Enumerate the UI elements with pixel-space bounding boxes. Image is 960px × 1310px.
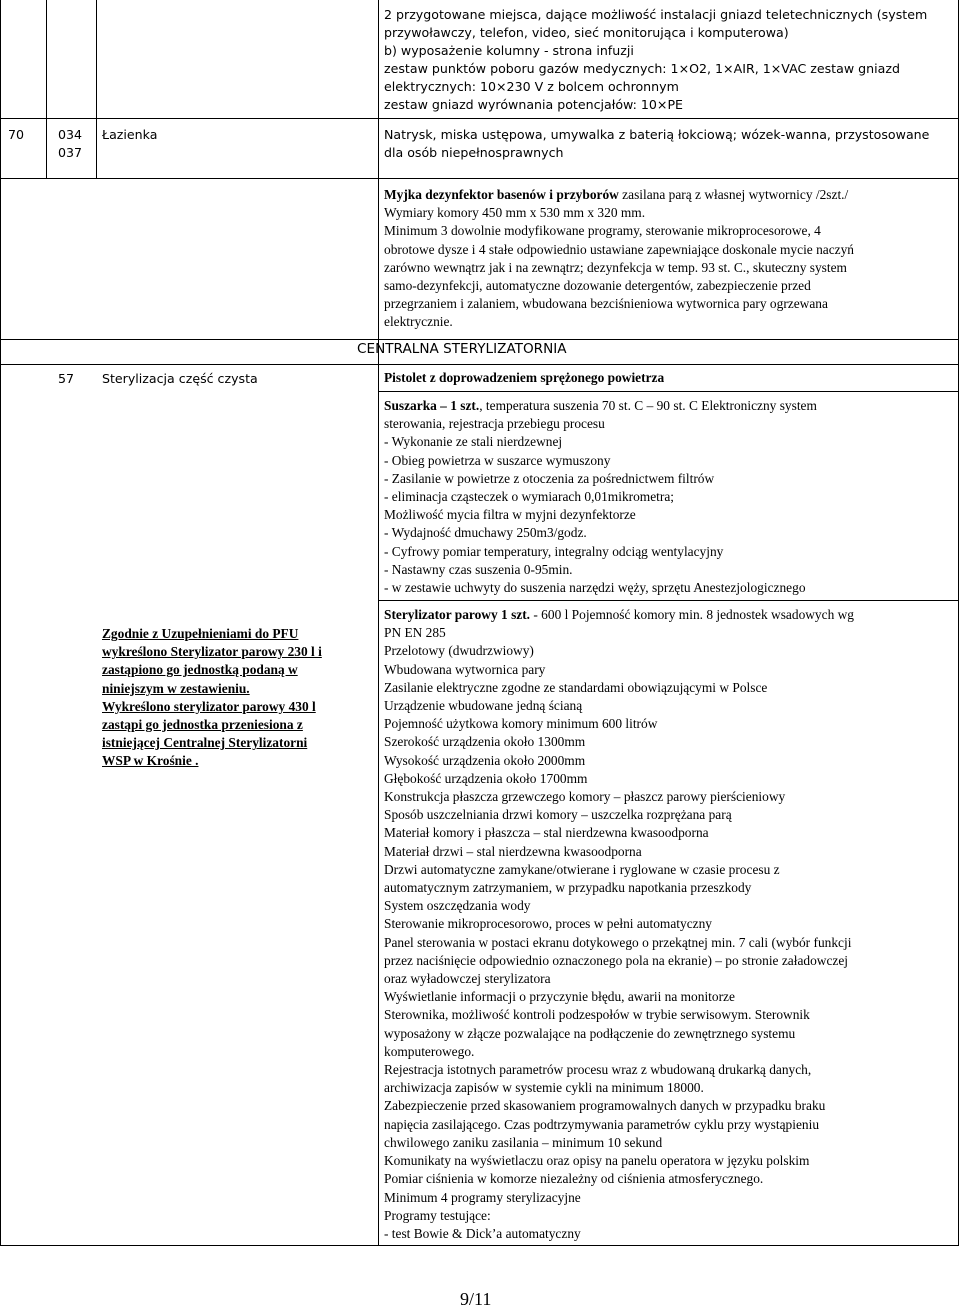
text-line: Rejestracja istotnych parametrów procesu wraz z wbudowaną drukarką danych, <box>384 1062 812 1078</box>
text-line: automatycznym zatrzymaniem, w przypadku napotkania przeszkody <box>384 880 752 896</box>
table-border-bottom <box>0 1245 959 1246</box>
text-line: Głębokość urządzenia około 1700mm <box>384 770 588 786</box>
text-line: Programy testujące: <box>384 1207 491 1223</box>
text-line: b) wyposażenie kolumny - strona infuzji <box>384 42 634 58</box>
text-line: komputerowego. <box>384 1043 475 1059</box>
room-name: Sterylizacja część czysta <box>102 371 258 386</box>
note-line: Wykreślono sterylizator parowy 430 l <box>102 698 316 714</box>
note-line: WSP w Krośnie . <box>102 753 199 769</box>
text-line: zestaw gniazd wyrównania potencjałów: 10×PE <box>384 96 684 112</box>
column-equipment-text <box>384 6 927 113</box>
equipment-spec: , temperatura suszenia 70 st. C – 90 st. C Elektroniczny system <box>479 398 817 413</box>
text-line: Drzwi automatyczne zamykane/otwierane i ryglowane w czasie procesu z <box>384 861 780 877</box>
text-line: 2 przygotowane miejsca, dające możliwość instalacji gniazd teletechnicznych (system <box>384 7 928 22</box>
text-line: Sterownika, możliwość kontroli podzespołów w trybie serwisowym. Sterownik <box>384 1007 810 1023</box>
text-line: archiwizacja zapisów w systemie cykli na minimum 18000. <box>384 1080 704 1096</box>
equipment-title-line <box>384 397 817 415</box>
table-border-left <box>0 0 1 1246</box>
text-line: dla osób niepełnosprawnych <box>384 144 564 160</box>
text-line: Zasilanie elektryczne zgodne ze standardami obowiązującymi w Polsce <box>384 679 768 695</box>
text-line: wyposażony w złącze pozwalające na podłączenie do zewnętrznego systemu <box>384 1025 796 1041</box>
text-line: przegrzaniem i zalaniem, wbudowana bezciśnieniowa wytwornica pary ogrzewana <box>384 296 828 312</box>
equipment-name: Myjka dezynfektor basenów i przyborów <box>384 187 619 202</box>
section-title: CENTRALNA STERYLIZATORNIA <box>357 341 567 357</box>
equipment-name: Sterylizator parowy 1 szt. <box>384 607 531 622</box>
table-col-divider-3 <box>378 0 379 1246</box>
text-line: Przelotowy (dwudrzwiowy) <box>384 643 534 659</box>
equipment-title-line <box>384 606 854 624</box>
table-row-divider-3 <box>0 339 959 340</box>
text-line: Wysokość urządzenia około 2000mm <box>384 752 586 768</box>
room-code: 037 <box>58 145 83 160</box>
text-line: - w zestawie uchwyty do suszenia narzędzi węży, sprzętu Anestezjologicznego <box>384 580 806 596</box>
text-line: Wyświetlanie informacji o przyczynie błędu, awarii na monitorze <box>384 989 735 1005</box>
equipment-title-line <box>384 186 854 204</box>
text-line: Szerokość urządzenia około 1300mm <box>384 734 586 750</box>
text-line: Zabezpieczenie przed skasowaniem programowalnych danych w przypadku braku <box>384 1098 826 1114</box>
table-row-divider-5 <box>378 391 959 392</box>
text-line: - eliminacja cząsteczek o wymiarach 0,01mikrometra; <box>384 489 674 505</box>
table-row-divider-1 <box>0 118 959 119</box>
text-line: Panel sterowania w postaci ekranu dotykowego o przekątnej min. 7 cali (wybór funkcji <box>384 934 852 950</box>
text-line: Wymiary komory 450 mm x 530 mm x 320 mm. <box>384 205 646 221</box>
text-line: napięcia zasilającego. Czas podtrzymywania parametrów cyklu przy wystąpieniu <box>384 1116 820 1132</box>
text-line: chwilowego zaniku zasilania – minimum 10 sekund <box>384 1134 663 1150</box>
text-line: - Cyfrowy pomiar temperatury, integralny odciąg wentylacyjny <box>384 543 724 559</box>
text-line: - Wykonanie ze stali nierdzewnej <box>384 434 563 450</box>
equipment-myjka <box>384 186 854 332</box>
text-line: zarówno wewnątrz jak i na zewnątrz; dezynfekcja w temp. 93 st. C., skuteczny system <box>384 259 847 275</box>
amendment-note <box>102 625 362 771</box>
text-line: samo-dezynfekcji, automatyczne dozowanie detergentów, zabezpieczenie przed <box>384 278 811 294</box>
text-line: - Nastawny czas suszenia 0-95min. <box>384 561 573 577</box>
note-line: istniejącej Centralnej Sterylizatorni <box>102 735 308 751</box>
room-description <box>384 126 929 162</box>
text-line: obrotowe dysze i 4 stałe odpowiednio ustawiane zapewniające doskonale mycie naczyń <box>384 241 854 257</box>
text-line: zestaw punktów poboru gazów medycznych: 1×O2, 1×AIR, 1×VAC zestaw gniazd <box>384 60 900 76</box>
table-col-divider-1 <box>46 0 47 178</box>
note-line: niniejszym w zestawieniu. <box>102 680 250 696</box>
text-line: Materiał komory i płaszcza – stal nierdzewna kwasoodporna <box>384 825 709 841</box>
text-line: Minimum 4 programy sterylizacyjne <box>384 1189 581 1205</box>
table-row-divider-6 <box>378 600 959 601</box>
text-line: - Wydajność dmuchawy 250m3/godz. <box>384 525 587 541</box>
text-line: - Zasilanie w powietrze z otoczenia za pośrednictwem filtrów <box>384 470 715 486</box>
table-row-divider-2 <box>0 178 959 179</box>
text-line: PN EN 285 <box>384 625 446 641</box>
text-line: przez naciśnięcie odpowiednio oznaczonego pola na ekranie) – po stronie załadowczej <box>384 952 848 968</box>
row-number: 57 <box>58 371 75 386</box>
text-line: Pojemność użytkowa komory minimum 600 litrów <box>384 716 658 732</box>
room-code: 034 <box>58 127 83 142</box>
page-number: 9/11 <box>460 1289 492 1309</box>
table-row-divider-4 <box>0 364 959 365</box>
text-line: Komunikaty na wyświetlaczu oraz opisy na panelu operatora w języku polskim <box>384 1153 810 1169</box>
text-line: Możliwość mycia filtra w myjni dezynfektorze <box>384 507 636 523</box>
note-line: zastąpiono go jednostką podaną w <box>102 662 298 678</box>
text-line: Pomiar ciśnienia w komorze niezależny od ciśnienia atmosferycznego. <box>384 1171 764 1187</box>
text-line: Wbudowana wytwornica pary <box>384 661 546 677</box>
room-name: Łazienka <box>102 127 158 142</box>
text-line: Sterowanie mikroprocesorowo, proces w pełni automatyczny <box>384 916 712 932</box>
text-line: oraz wyładowczej sterylizatora <box>384 971 551 987</box>
text-line: sterowania, rejestracja przebiegu procesu <box>384 416 605 432</box>
text-line: System oszczędzania wody <box>384 898 531 914</box>
text-line: elektrycznie. <box>384 314 453 330</box>
text-line: elektrycznych: 10×230 V z bolcem ochronnym <box>384 78 679 94</box>
row-number: 70 <box>8 127 25 142</box>
note-line: Zgodnie z Uzupełnieniami do PFU <box>102 626 299 641</box>
text-line: Konstrukcja płaszcza grzewczego komory – płaszcz parowy pierścieniowy <box>384 789 786 805</box>
text-line: - test Bowie & Dick’a automatyczny <box>384 1225 581 1241</box>
text-line: Sposób uszczelniania drzwi komory – uszczelka rozprężana parą <box>384 807 732 823</box>
text-line: Minimum 3 dowolnie modyfikowane programy, sterowanie mikroprocesorowe, 4 <box>384 223 821 239</box>
text-line: przywoławczy, telefon, video, sieć monitorująca i komputerowa) <box>384 24 789 40</box>
text-line: Natrysk, miska ustępowa, umywalka z baterią łokciową; wózek-wanna, przystosowane <box>384 127 930 142</box>
equipment-pistolet: Pistolet z doprowadzeniem sprężonego powietrza <box>384 370 665 385</box>
note-line: zastąpi go jednostka przeniesiona z <box>102 717 303 733</box>
table-border-right <box>958 0 959 1246</box>
table-col-divider-2 <box>96 0 97 178</box>
equipment-suszarka <box>384 397 817 597</box>
equipment-name: Suszarka – 1 szt. <box>384 398 480 413</box>
text-line: - Obieg powietrza w suszarce wymuszony <box>384 452 611 468</box>
text-line: Materiał drzwi – stal nierdzewna kwasoodporna <box>384 843 642 859</box>
text-line: Urządzenie wbudowane jedną ścianą <box>384 698 583 714</box>
equipment-sterylizator <box>384 606 854 1243</box>
equipment-spec: zasilana parą z własnej wytwornicy /2szt./ <box>618 187 849 202</box>
note-line: wykreślono Sterylizator parowy 230 l i <box>102 644 322 660</box>
equipment-spec: - 600 l Pojemność komory min. 8 jednostek wsadowych wg <box>530 607 854 622</box>
